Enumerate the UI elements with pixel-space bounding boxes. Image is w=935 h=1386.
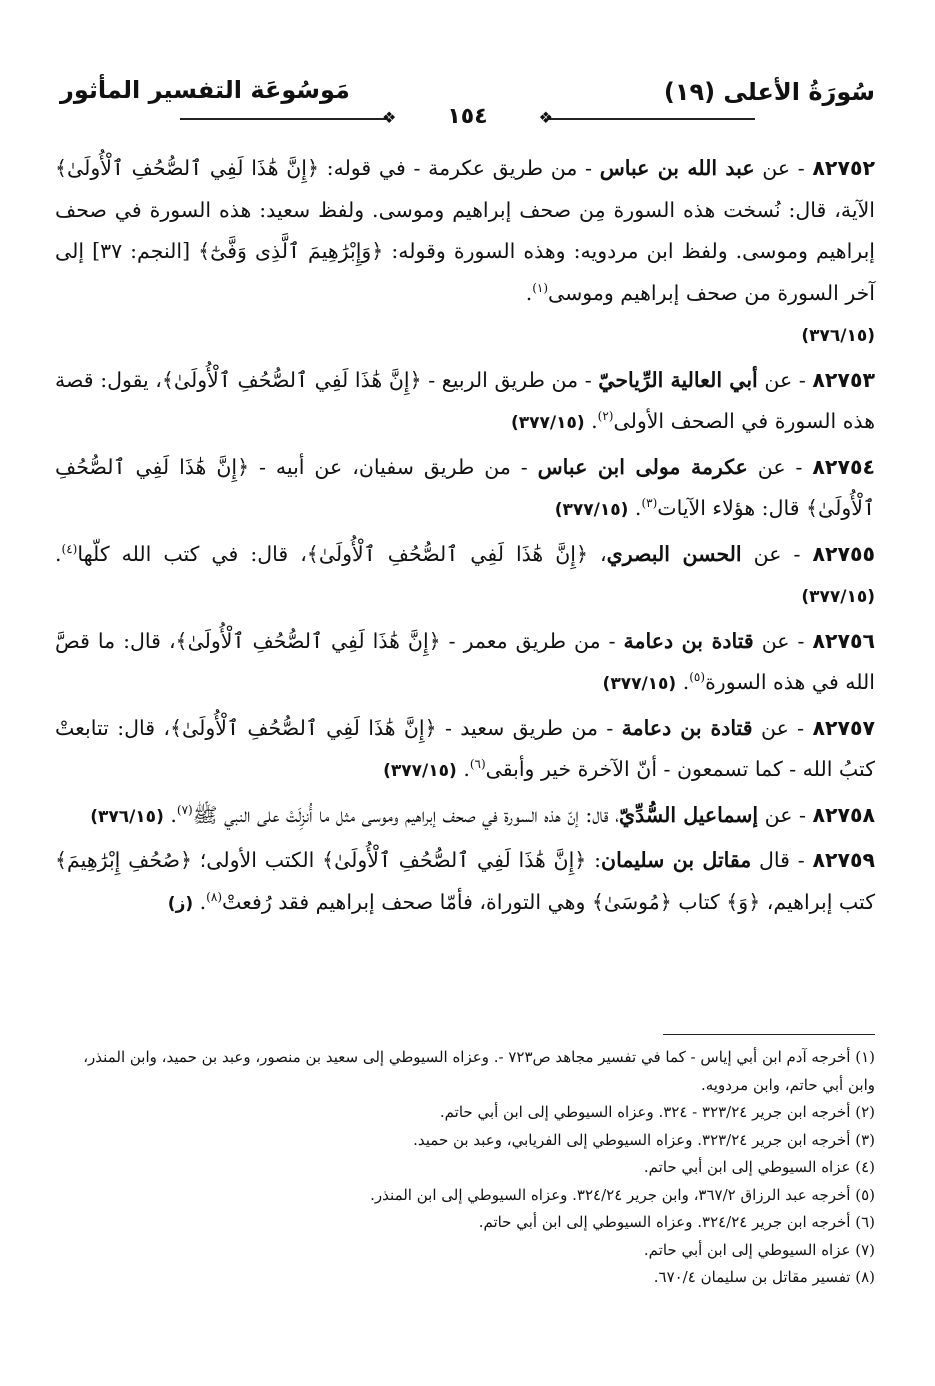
narration-entry: ٨٢٧٥٤ - عن عكرمة مولى ابن عباس - من طريق سفيان، عن أبيه - ﴿إِنَّ هَٰذَا لَفِي ٱلصُّحُفِ ٱلْأُولَىٰ﴾ قال: هؤلاء الآيات$^{(٣)}$. (٣٧٧/١٥) — [55, 454, 875, 520]
footnote-marker[interactable]: (٦) — [469, 757, 486, 772]
entry-number: ٨٢٧٥٤ — [812, 454, 875, 479]
narration-entry: ٨٢٧٥٧ - عن قتادة بن دعامة - من طريق سعيد - ﴿إِنَّ هَٰذَا لَفِي ٱلصُّحُفِ ٱلْأُولَىٰ﴾، قال: تتابعتْ كتبُ الله - كما تسمعون - أنّ الآخرة خير وأبقى$^{(٦)}$. (٣٧٧/١٥) — [55, 715, 876, 781]
source-reference: (٣٧٦/١٥) — [90, 806, 164, 827]
entry-number: ٨٢٧٥٩ — [812, 848, 876, 872]
entry-number: ٨٢٧٥٣ — [812, 367, 875, 392]
narration-entry: ٨٢٧٥٩ - قال مقاتل بن سليمان: ﴿إِنَّ هَٰذَا لَفِي ٱلصُّحُفِ ٱلْأُولَىٰ﴾ الكتب الأولى؛ ﴿صُحُفِ إِبْرَٰهِيمَ﴾ كتب إبراهيم، ﴿وَ﴾ كتاب ﴿مُوسَىٰ﴾ وهي التوراة، فأمّا صحف إبراهيم فقد رُفعتْ$^{(٨)}$. (ز) — [55, 848, 876, 914]
entry-number: ٨٢٧٥٧ — [812, 715, 876, 740]
source-reference: (٣٧٧/١٥) — [510, 413, 585, 433]
narrator-name: الحسن البصري — [606, 541, 742, 566]
source-reference: (٣٧٦/١٥) — [801, 326, 875, 346]
footnote-marker[interactable]: (٧) — [176, 802, 193, 817]
entry-number: ٨٢٧٥٢ — [812, 156, 875, 180]
entry-text: - من طريق الربيع - ﴿إِنَّ هَٰذَا لَفِي ٱلصُّحُفِ ٱلْأُولَىٰ﴾، يقول: قصة هذه السورة في الصحف الأولى — [55, 367, 875, 433]
ornament-icon: ❖ — [538, 108, 553, 127]
entry-number: ٨٢٧٥٥ — [812, 541, 875, 566]
source-reference: (٣٧٧/١٥) — [801, 587, 875, 607]
narration-entry: ٨٢٧٥٥ - عن الحسن البصري، ﴿إِنَّ هَٰذَا لَفِي ٱلصُّحُفِ ٱلْأُولَىٰ﴾، قال: في كتب الله كلّها$^{(٤)}$. (٣٧٧/١٥) — [55, 541, 875, 607]
entry-text: ، قال: إنّ هذه السورة في صحف إبراهيم وموسى مثل ما أُنزِلَتْ على النبي ﷺ — [192, 802, 620, 827]
source-reference: (٣٧٧/١٥) — [554, 500, 629, 520]
narrator-name: قتادة بن دعامة — [623, 628, 754, 653]
ornament-icon: ❖ — [382, 108, 397, 127]
footnote-marker[interactable]: (٢) — [597, 409, 614, 424]
footnote-marker[interactable]: (٥) — [689, 670, 706, 685]
source-reference: (٣٧٧/١٥) — [383, 761, 457, 781]
footnotes — [55, 1044, 875, 1292]
footnote-marker[interactable]: (٤) — [61, 541, 78, 556]
entry-number: ٨٢٧٥٨ — [812, 802, 875, 827]
footnote: (٨) تفسير مقاتل بن سليمان ٦٧٠/٤. — [653, 1268, 875, 1286]
entry-number: ٨٢٧٥٦ — [812, 628, 876, 653]
footnote: (٢) أخرجه ابن جرير ٣٢٣/٢٤ - ٣٢٤. وعزاه السيوطي إلى ابن أبي حاتم. — [439, 1103, 875, 1121]
narration-entry: ٨٢٧٥٨ - عن إسماعيل السُّدِّيّ، قال: إنّ هذه السورة في صحف إبراهيم وموسى مثل ما أُنزِلَتْ على النبي ﷺ$^{(٧)}$. (٣٧٦/١٥) — [90, 802, 875, 827]
narration-entry: ٨٢٧٥٢ - عن عبد الله بن عباس - من طريق عكرمة - في قوله: ﴿إِنَّ هَٰذَا لَفِي ٱلصُّحُفِ ٱلْأُولَىٰ﴾ الآية، قال: نُسخت هذه السورة مِن صحف إبراهيم وموسى. ولفظ سعيد: هذه السورة في صحف إبراهيم وموسى. ولفظ ابن مردويه: وهذه السورة وقوله: ﴿وَإِبْرَٰهِيمَ ٱلَّذِى وَفَّىٰٓ﴾ [النجم: ٣٧] إلى آخر السورة من صحف إبراهيم وموسى$^{(١)}$. (٣٧٦/١٥) — [55, 156, 875, 346]
footnote: (٣) أخرجه ابن جرير ٣٢٣/٢٤. وعزاه السيوطي إلى الفريابي، وعبد بن حميد. — [413, 1130, 875, 1149]
entry-text: ، ﴿إِنَّ هَٰذَا لَفِي ٱلصُّحُفِ ٱلْأُولَىٰ﴾، قال: في كتب الله كلّها — [77, 541, 607, 566]
entry-text: : ﴿إِنَّ هَٰذَا لَفِي ٱلصُّحُفِ ٱلْأُولَىٰ﴾ الكتب الأولى؛ ﴿صُحُفِ إِبْرَٰهِيمَ﴾ كتب إبراهيم، ﴿وَ﴾ كتاب ﴿مُوسَىٰ﴾ وهي التوراة، فأمّا صحف إبراهيم فقد رُفعتْ — [55, 848, 875, 914]
narrator-name: عبد الله بن عباس — [599, 156, 755, 180]
narrator-name: مقاتل بن سليمان — [601, 848, 752, 872]
narration-entry: ٨٢٧٥٦ - عن قتادة بن دعامة - من طريق معمر - ﴿إِنَّ هَٰذَا لَفِي ٱلصُّحُفِ ٱلْأُولَىٰ﴾، قال: ما قصَّ الله في هذه السورة$^{(٥)}$. (٣٧٧/١٥) — [55, 628, 876, 694]
source-reference: (ز) — [167, 893, 194, 914]
page-number-wrap — [60, 104, 875, 128]
footnote: (٧) عزاه السيوطي إلى ابن أبي حاتم. — [643, 1240, 875, 1259]
narrator-name: قتادة بن دعامة — [621, 715, 753, 740]
source-reference: (٣٧٧/١٥) — [602, 674, 677, 694]
entry-text: - من طريق سعيد - ﴿إِنَّ هَٰذَا لَفِي ٱلصُّحُفِ ٱلْأُولَىٰ﴾، قال: تتابعتْ كتبُ الله - كما تسمعون - أنّ الآخرة خير وأبقى — [55, 715, 875, 781]
footnote: (٦) أخرجه ابن جرير ٣٢٤/٢٤. وعزاه السيوطي إلى ابن أبي حاتم. — [478, 1213, 875, 1231]
narrator-name: إسماعيل السُّدِّيّ — [619, 802, 759, 827]
page-number: ١٥٤ — [431, 104, 503, 129]
narrator-name: أبي العالية الرِّياحيّ — [598, 367, 758, 392]
footnote-divider — [663, 1034, 875, 1035]
entry-text: - من طريق سفيان، عن أبيه - ﴿إِنَّ هَٰذَا لَفِي ٱلصُّحُفِ ٱلْأُولَىٰ﴾ قال: هؤلاء الآيات — [55, 454, 875, 520]
footnote: (٤) عزاه السيوطي إلى ابن أبي حاتم. — [643, 1158, 875, 1176]
page-header — [60, 70, 875, 129]
footnote-marker[interactable]: (٨) — [206, 889, 222, 904]
surah-title: سُورَةُ الأعلى (١٩) — [663, 78, 875, 106]
narration-entry: ٨٢٧٥٣ - عن أبي العالية الرِّياحيّ - من طريق الربيع - ﴿إِنَّ هَٰذَا لَفِي ٱلصُّحُفِ ٱلْأُولَىٰ﴾، يقول: قصة هذه السورة في الصحف الأولى$^{(٢)}$. (٣٧٧/١٥) — [55, 367, 875, 433]
entry-text: - من طريق معمر - ﴿إِنَّ هَٰذَا لَفِي ٱلصُّحُفِ ٱلْأُولَىٰ﴾، قال: ما قصَّ الله في هذه السورة — [55, 628, 875, 694]
main-text — [55, 148, 875, 927]
footnote: (١) أخرجه آدم ابن أبي إياس - كما في تفسير مجاهد ص٧٢٣ -. وعزاه السيوطي إلى سعيد بن منصور، وعبد بن حميد، وابن المنذر، وابن أبي حاتم، وابن مردويه. — [83, 1048, 875, 1094]
footnote-marker[interactable]: (٣) — [641, 496, 658, 511]
footnote: (٥) أخرجه عبد الرزاق ٣٦٧/٢، وابن جرير ٣٢٤/٢٤. وعزاه السيوطي إلى ابن المنذر. — [370, 1185, 875, 1204]
entry-text: - من طريق عكرمة - في قوله: ﴿إِنَّ هَٰذَا لَفِي ٱلصُّحُفِ ٱلْأُولَىٰ﴾ الآية، قال: نُسخت هذه السورة مِن صحف إبراهيم وموسى. ولفظ سعيد: هذه السورة في صحف إبراهيم وموسى. ولفظ ابن مردويه: وهذه السورة وقوله: ﴿وَإِبْرَٰهِيمَ ٱلَّذِى وَفَّىٰٓ﴾ [النجم: ٣٧] إلى آخر السورة من صحف إبراهيم وموسى — [55, 156, 875, 305]
book-title: مَوسُوعَة التفسير المأثور — [60, 76, 350, 104]
footnote-marker[interactable]: (١) — [532, 280, 549, 295]
narrator-name: عكرمة مولى ابن عباس — [537, 454, 748, 479]
